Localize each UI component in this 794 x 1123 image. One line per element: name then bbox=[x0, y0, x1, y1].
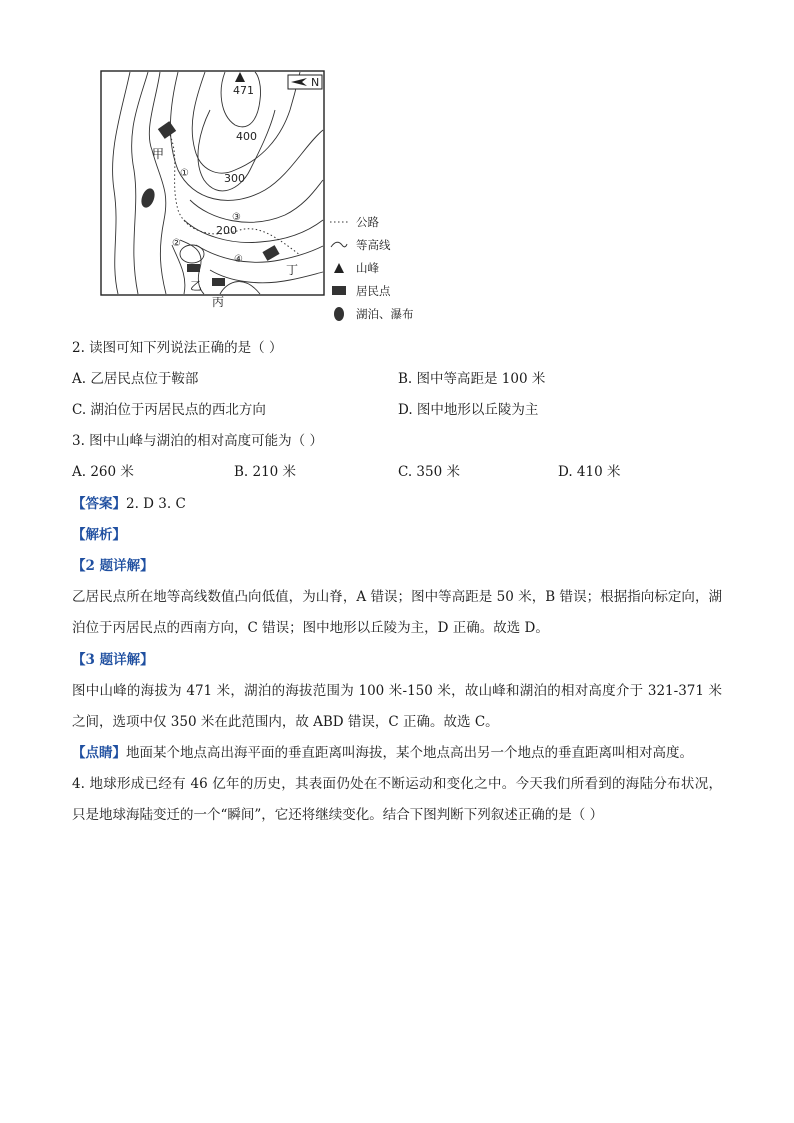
detail-2-text: 乙居民点所在地等高线数值凸向低值，为山脊，A 错误；图中等高距是 50 米，B 错误；根据指向标定向，湖泊位于丙居民点的西南方向，C 错误；图中地形以丘陵为主，D 正确。故选 D。 bbox=[72, 589, 722, 636]
settlement-icon bbox=[330, 284, 348, 298]
lake-icon bbox=[330, 307, 348, 321]
detail-3-text: 图中山峰的海拔为 471 米，湖泊的海拔范围为 100 米-150 米，故山峰和湖泊的相对高度介于 321-371 米之间，选项中仅 350 米在此范围内，故 ABD 错误，C 正确。故选 C。 bbox=[72, 683, 722, 730]
legend-item-contour bbox=[330, 233, 430, 256]
legend-label-contour: 等高线 bbox=[356, 237, 391, 252]
peak-icon bbox=[330, 261, 348, 275]
question-3-option-c: C. 350 米 bbox=[398, 464, 460, 480]
detail-3-label: 【3 题详解】 bbox=[72, 652, 154, 668]
contour-icon bbox=[330, 238, 348, 252]
question-3-option-b: B. 210 米 bbox=[234, 464, 297, 480]
question-4-stem: 4. 地球形成已经有 46 亿年的历史，其表面仍处在不断运动和变化之中。今天我们所看到的海陆分布状况，只是地球海陆变迁的一个“瞬间”，它还将继续变化。结合下图判断下列叙述正确的是（ ） bbox=[72, 776, 722, 823]
north-label: N bbox=[311, 76, 320, 89]
contour-map-svg bbox=[100, 70, 325, 309]
answer-text: 2. D 3. C bbox=[126, 496, 186, 512]
legend-item-peak bbox=[330, 256, 430, 279]
question-2-stem: 2. 读图可知下列说法正确的是（ ） bbox=[72, 340, 283, 356]
question-2-option-c: C. 湖泊位于丙居民点的西北方向 bbox=[72, 402, 266, 418]
topographic-map bbox=[100, 70, 325, 309]
place-label-jia: 甲 bbox=[152, 147, 165, 161]
legend-item-lake bbox=[330, 302, 430, 325]
legend-label-peak: 山峰 bbox=[356, 260, 379, 275]
tip-text: 地面某个地点高出海平面的垂直距离叫海拔，某个地点高出另一个地点的垂直距离叫相对高度。 bbox=[126, 745, 693, 761]
settlement-bing bbox=[212, 278, 225, 286]
road-icon bbox=[330, 215, 348, 229]
settlement-yi bbox=[187, 264, 200, 272]
route-point-4: ④ bbox=[234, 254, 243, 265]
place-label-ding: 丁 bbox=[286, 263, 299, 277]
analysis-label: 【解析】 bbox=[72, 527, 126, 543]
route-point-1: ① bbox=[180, 168, 189, 179]
question-3-option-a: A. 260 米 bbox=[72, 464, 134, 480]
legend-label-lake: 湖泊、瀑布 bbox=[356, 306, 414, 321]
legend-label-road: 公路 bbox=[356, 214, 379, 229]
question-3-option-d: D. 410 米 bbox=[558, 464, 621, 480]
contour-label-200: 200 bbox=[216, 224, 237, 237]
contour-label-300: 300 bbox=[224, 172, 245, 185]
legend-label-settlement: 居民点 bbox=[356, 283, 391, 298]
question-2-option-b: B. 图中等高距是 100 米 bbox=[398, 371, 546, 387]
legend-item-road bbox=[330, 210, 430, 233]
route-point-3: ③ bbox=[232, 212, 241, 223]
route-point-2: ② bbox=[172, 238, 181, 249]
place-label-yi: 乙 bbox=[190, 279, 203, 293]
question-3-stem: 3. 图中山峰与湖泊的相对高度可能为（ ） bbox=[72, 433, 323, 449]
question-2-option-d: D. 图中地形以丘陵为主 bbox=[398, 402, 539, 418]
contour-label-471: 471 bbox=[233, 84, 254, 97]
contour-label-400: 400 bbox=[236, 130, 257, 143]
detail-2-label: 【2 题详解】 bbox=[72, 558, 154, 574]
tip-line bbox=[72, 738, 722, 769]
tip-label: 【点睛】 bbox=[72, 745, 126, 761]
place-label-bing: 丙 bbox=[212, 295, 225, 309]
legend-item-settlement bbox=[330, 279, 430, 302]
map-legend bbox=[330, 210, 430, 325]
answer-label: 【答案】 bbox=[72, 496, 126, 512]
answer-line bbox=[72, 494, 186, 514]
question-2-option-a: A. 乙居民点位于鞍部 bbox=[72, 371, 199, 387]
